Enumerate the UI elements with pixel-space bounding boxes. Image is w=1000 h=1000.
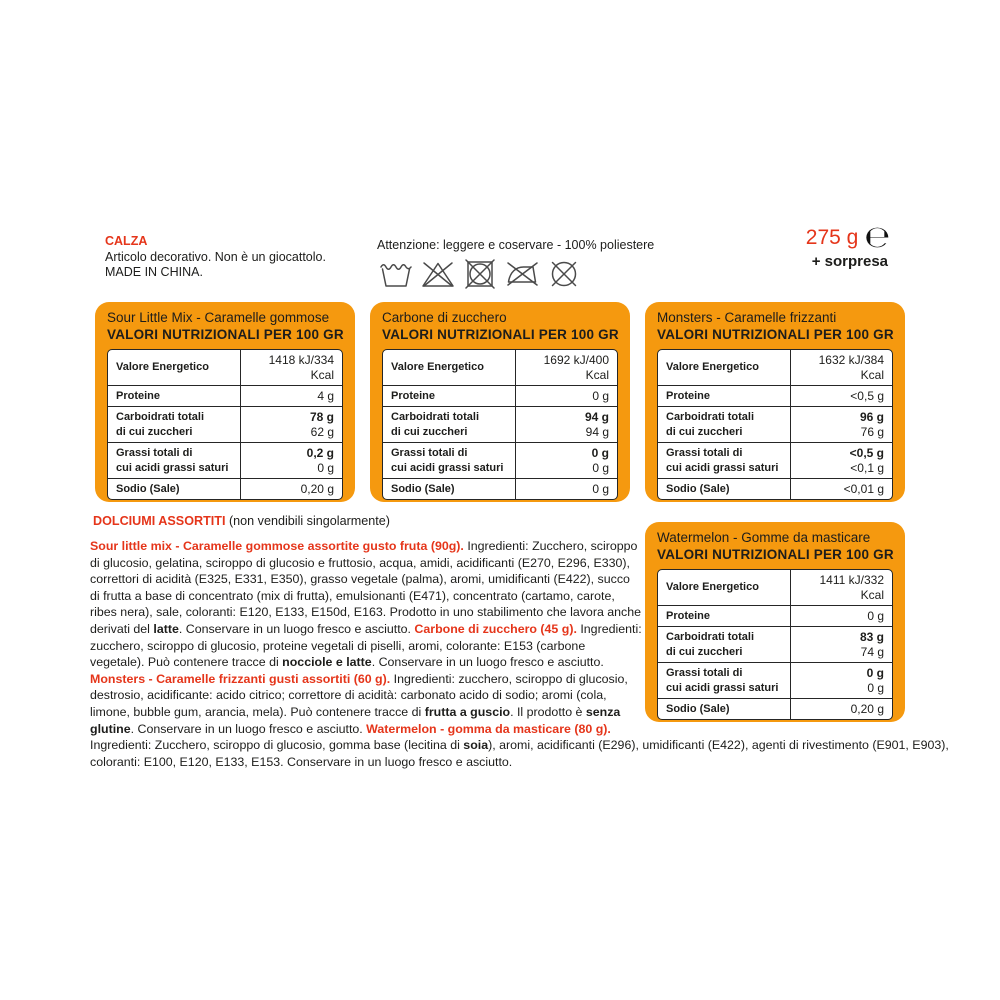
nutrition-row bbox=[108, 407, 342, 443]
ingredients-paragraph bbox=[90, 538, 958, 770]
nutrition-row bbox=[658, 443, 892, 479]
nutrient-label: Sodio (Sale) bbox=[658, 479, 791, 499]
nutrient-value: 1411 kJ/332 Kcal bbox=[819, 572, 884, 602]
nutrition-card-title: Watermelon - Gomme da masticare bbox=[657, 530, 871, 545]
nutrition-row bbox=[658, 479, 892, 499]
assorted-title: DOLCIUMI ASSORTITI bbox=[93, 514, 226, 528]
nutrition-card-monsters bbox=[645, 302, 905, 502]
do-not-dry-clean-icon bbox=[545, 259, 583, 289]
nutrient-label: Sodio (Sale) bbox=[658, 699, 791, 719]
nutrient-label: Sodio (Sale) bbox=[108, 479, 241, 499]
nutrition-row bbox=[383, 350, 617, 386]
nutrient-label: Carboidrati totali di cui zuccheri bbox=[658, 627, 791, 662]
net-weight-line bbox=[700, 220, 890, 255]
ingredients-segment: Ingredienti: zucchero, sciroppo di glucosio, destrosio, acidificante: acido citrico; correttore di acidità: carbonato acido di sodio; aromi (cola, limone, bubble gum, arancia, mela). Può contenere tracce di bbox=[90, 671, 628, 719]
nutrient-value: <0,5 g bbox=[850, 388, 884, 403]
nutrition-card-carbone-di-zucchero bbox=[370, 302, 630, 502]
nutrient-value: 0 g 0 g bbox=[866, 665, 884, 695]
nutrient-value: 0,20 g bbox=[300, 481, 334, 496]
ingredients-segment: Ingredienti: Zucchero, sciroppo di glucosio, gelatina, sciroppo di glucosio e fruttosio, acqua, amidi, acidificanti (E270, E296, E330), correttori di acidità (E325, E331, E350), grasso vegetale (palma), aromi, umidificanti (E422), succo di frutta a base di concentrato (mix di frutta), emulsionanti (E471), concentrato (cartamo, carote, ribes nera), sale, coloranti: E120, E133, E150d, E163. Prodotto in uno stabilimento che lavora anche derivati del bbox=[90, 539, 642, 636]
nutrient-value: 83 g 74 g bbox=[859, 629, 884, 659]
ingredients-segment: senza glutine bbox=[90, 704, 621, 736]
nutrition-card-subtitle: VALORI NUTRIZIONALI PER 100 GR bbox=[382, 327, 619, 342]
ingredients-segment: Carbone di zucchero (45 g). bbox=[414, 621, 577, 636]
estimated-sign-icon: ℮ bbox=[864, 220, 890, 255]
nutrition-row bbox=[658, 407, 892, 443]
nutrient-label: Valore Energetico bbox=[658, 350, 791, 385]
product-name: CALZA bbox=[105, 234, 148, 248]
nutrient-value: 4 g bbox=[317, 388, 334, 403]
nutrition-row bbox=[383, 407, 617, 443]
nutrition-row bbox=[658, 350, 892, 386]
nutrition-card-subtitle: VALORI NUTRIZIONALI PER 100 GR bbox=[107, 327, 344, 342]
nutrient-label: Grassi totali di cui acidi grassi saturi bbox=[383, 443, 516, 478]
ingredients-segment: Monsters - Caramelle frizzanti gusti assortiti (60 g). bbox=[90, 671, 391, 686]
nutrition-row bbox=[108, 479, 342, 499]
care-notice: Attenzione: leggere e coservare - 100% poliestere bbox=[377, 238, 655, 252]
nutrient-value: <0,5 g <0,1 g bbox=[849, 445, 884, 475]
ingredients-segment: ), aromi, acidificanti (E296), umidificanti (E422), agenti di rivestimento (E901, E903), coloranti: E100, E120, E133, E153. Conservare in un luogo fresco e asciutto. bbox=[90, 738, 949, 769]
nutrient-label: Valore Energetico bbox=[108, 350, 241, 385]
ingredients-segment: Sour little mix - Caramelle gommose assortite gusto fruta (90g). bbox=[90, 539, 464, 553]
nutrient-label: Valore Energetico bbox=[383, 350, 516, 385]
product-info-block bbox=[105, 234, 326, 281]
nutrient-label: Grassi totali di cui acidi grassi saturi bbox=[108, 443, 241, 478]
nutrient-value: <0,01 g bbox=[843, 481, 884, 496]
made-in-note: MADE IN CHINA. bbox=[105, 265, 203, 279]
nutrition-card-title: Carbone di zucchero bbox=[382, 310, 507, 325]
care-block bbox=[377, 238, 654, 289]
nutrient-value: 1418 kJ/334 Kcal bbox=[268, 352, 334, 382]
nutrient-label: Carboidrati totali di cui zuccheri bbox=[383, 407, 516, 442]
nutrient-label: Grassi totali di cui acidi grassi saturi bbox=[658, 663, 791, 698]
nutrient-value: 0 g bbox=[867, 608, 884, 623]
surprise-note: + sorpresa bbox=[811, 253, 888, 270]
nutrition-row bbox=[108, 350, 342, 386]
nutrition-row bbox=[383, 443, 617, 479]
nutrition-row bbox=[108, 443, 342, 479]
ingredients-segment: Ingredienti: zucchero, sciroppo di glucosio, proteine vegetali di piselli, aromi, colorante: E153 (carbone vegetale). Può contenere tracce di bbox=[90, 621, 642, 670]
nutrition-row bbox=[108, 386, 342, 407]
nutrition-card-subtitle: VALORI NUTRIZIONALI PER 100 GR bbox=[657, 327, 894, 342]
nutrition-card-sour-little-mix bbox=[95, 302, 355, 502]
ingredients-segment: . Conservare in un luogo fresco e asciutto. bbox=[130, 721, 367, 736]
nutrient-value: 0 g bbox=[592, 388, 609, 403]
nutrient-value: 1692 kJ/400 Kcal bbox=[543, 352, 609, 382]
nutrient-label: Proteine bbox=[658, 386, 791, 406]
ingredients-segment: nocciole e latte bbox=[282, 655, 372, 670]
do-not-bleach-icon bbox=[419, 259, 457, 289]
nutrient-label: Proteine bbox=[658, 606, 791, 626]
wash-tub-icon bbox=[377, 259, 415, 289]
nutrient-label: Carboidrati totali di cui zuccheri bbox=[108, 407, 241, 442]
nutrition-card-subtitle: VALORI NUTRIZIONALI PER 100 GR bbox=[657, 547, 894, 562]
ingredients-segment: latte bbox=[153, 621, 179, 636]
nutrition-card-title: Sour Little Mix - Caramelle gommose bbox=[107, 310, 330, 325]
nutrient-value: 1632 kJ/384 Kcal bbox=[818, 352, 884, 382]
nutrition-table bbox=[382, 349, 618, 500]
nutrient-value: 0 g bbox=[592, 481, 609, 496]
nutrient-value: 0 g 0 g bbox=[591, 445, 609, 475]
nutrient-label: Proteine bbox=[108, 386, 241, 406]
net-weight: 275 g bbox=[805, 226, 859, 249]
nutrition-card-title: Monsters - Caramelle frizzanti bbox=[657, 310, 837, 325]
nutrition-row bbox=[658, 386, 892, 407]
assorted-heading bbox=[93, 514, 390, 528]
nutrient-label: Carboidrati totali di cui zuccheri bbox=[658, 407, 791, 442]
ingredients-segment: soia bbox=[463, 738, 489, 753]
do-not-tumble-dry-icon bbox=[461, 259, 499, 289]
ingredients-segment: . Conservare in un luogo fresco e asciutto. bbox=[371, 655, 604, 670]
ingredients-segment: . Conservare in un luogo fresco e asciutto. bbox=[178, 621, 415, 636]
care-symbols bbox=[377, 259, 654, 289]
nutrient-value: 94 g 94 g bbox=[584, 409, 609, 439]
nutrition-row bbox=[383, 479, 617, 499]
nutrient-label: Valore Energetico bbox=[658, 570, 791, 605]
nutrient-value: 96 g 76 g bbox=[859, 409, 884, 439]
nutrition-row bbox=[383, 386, 617, 407]
nutrition-table bbox=[107, 349, 343, 500]
nutrient-value: 0,2 g 0 g bbox=[306, 445, 334, 475]
nutrient-label: Proteine bbox=[383, 386, 516, 406]
ingredients-segment: . Il prodotto è bbox=[510, 704, 586, 719]
nutrient-label: Sodio (Sale) bbox=[383, 479, 516, 499]
nutrient-value: 0,20 g bbox=[850, 701, 884, 716]
wrap-spacer bbox=[642, 538, 958, 726]
ingredients-segment: Ingredienti: Zucchero, sciroppo di glucosio, gomma base (lecitina di bbox=[90, 738, 464, 753]
nutrition-table bbox=[657, 349, 893, 500]
ingredients-segment: Watermelon - gomma da masticare (80 g). bbox=[366, 721, 611, 736]
nutrient-value: 78 g 62 g bbox=[309, 409, 334, 439]
do-not-iron-icon bbox=[503, 259, 541, 289]
product-description: Articolo decorativo. Non è un giocattolo. bbox=[105, 249, 326, 264]
ingredients-segment: frutta a guscio bbox=[424, 704, 511, 719]
weight-block bbox=[700, 220, 890, 270]
assorted-note: (non vendibili singolarmente) bbox=[228, 514, 390, 528]
nutrient-label: Grassi totali di cui acidi grassi saturi bbox=[658, 443, 791, 478]
